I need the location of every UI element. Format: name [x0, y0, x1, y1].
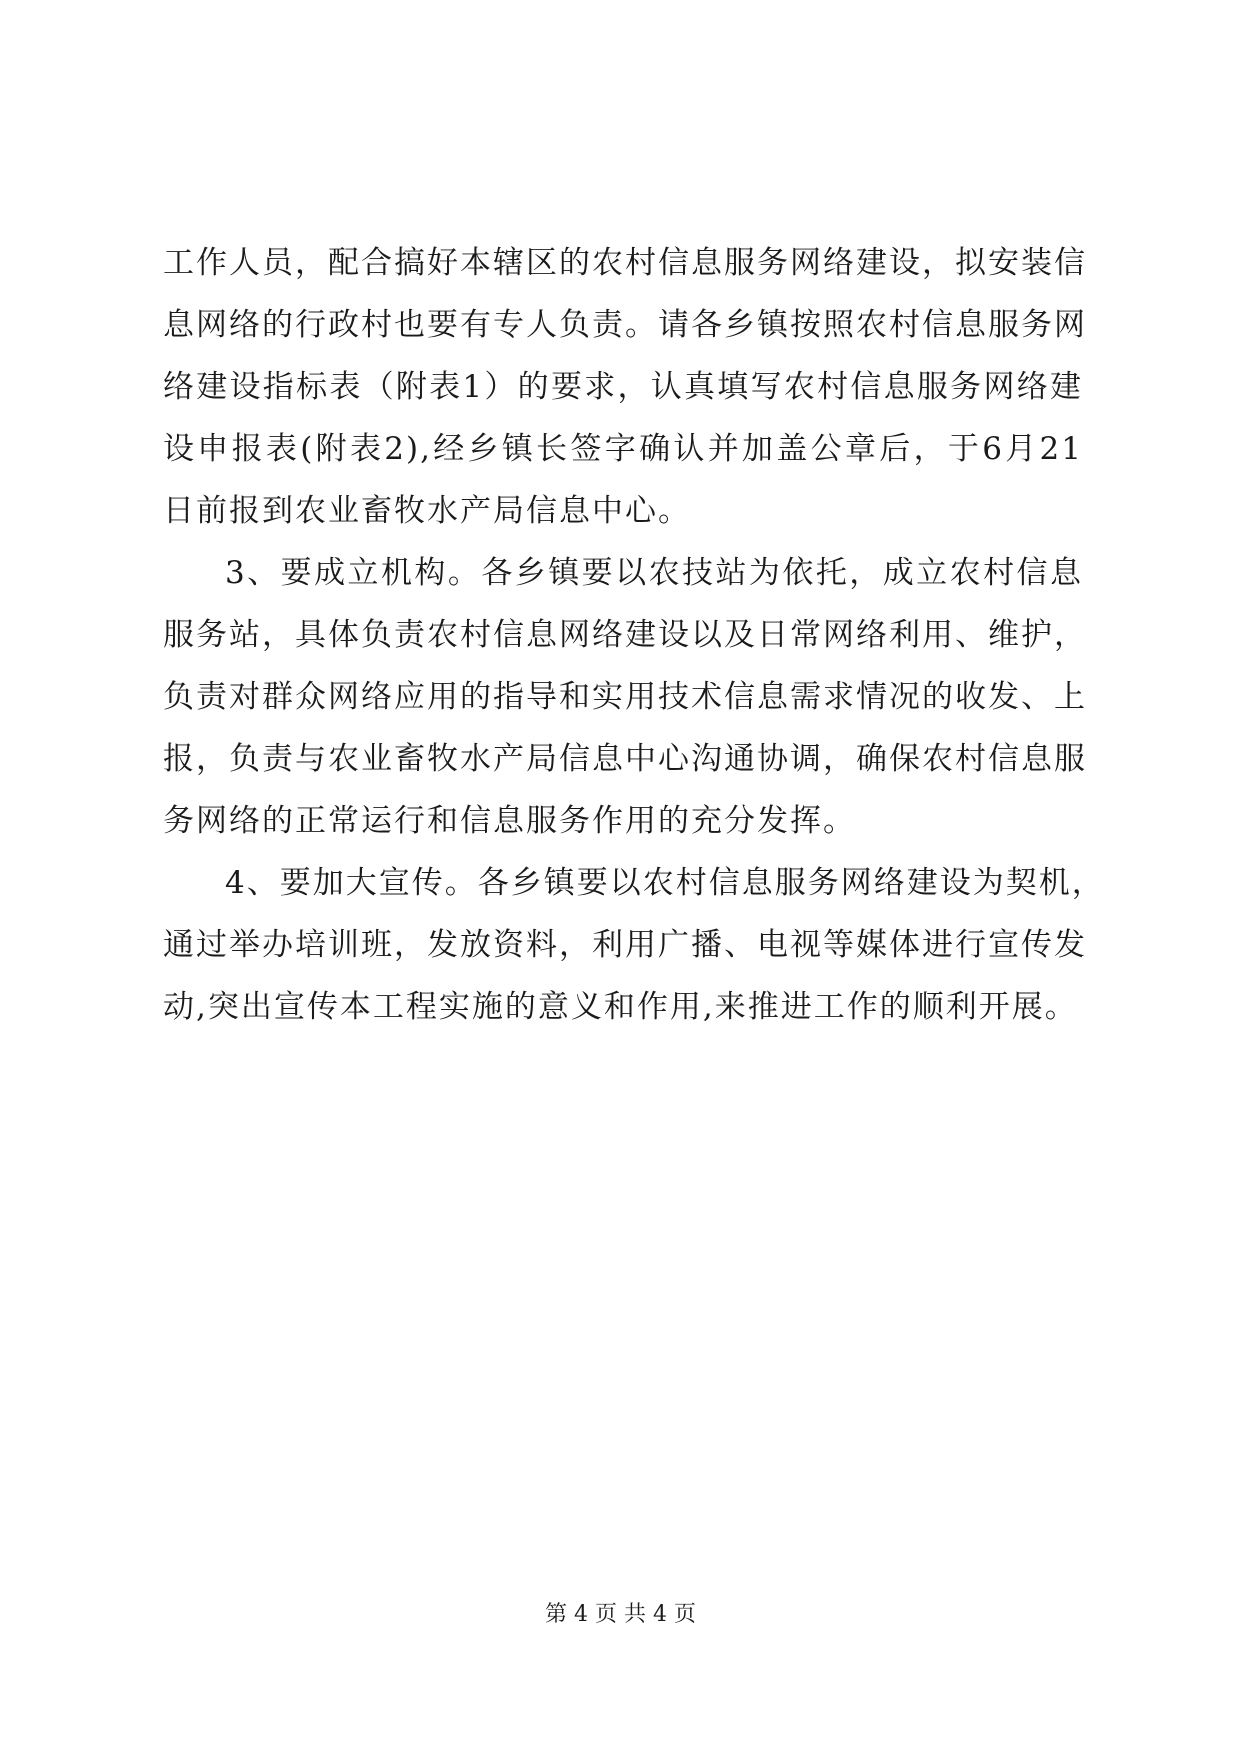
text-line: 服务站，具体负责农村信息网络建设以及日常网络利用、维护，: [163, 617, 1087, 653]
text-line: 通过举办培训班，发放资料，利用广播、电视等媒体进行宣传发: [163, 927, 1087, 963]
paragraph-publicity: [163, 852, 1105, 1038]
paragraph-establish-organization: [163, 542, 1087, 852]
text-line: 设申报表(附表2),经乡镇长签字确认并加盖公章后，于6月21: [163, 431, 1083, 467]
text-line: 日前报到农业畜牧水产局信息中心。: [163, 493, 691, 529]
text-line: 务网络的正常运行和信息服务作用的充分发挥。: [163, 803, 856, 839]
text-line: 报，负责与农业畜牧水产局信息中心沟通协调，确保农村信息服: [163, 741, 1087, 777]
document-body: [163, 232, 1105, 1038]
paragraph-continuation: [163, 232, 1087, 542]
text-line: 动,突出宣传本工程实施的意义和作用,来推进工作的顺利开展。: [163, 989, 1078, 1025]
text-line: 络建设指标表（附表1）的要求，认真填写农村信息服务网络建: [163, 369, 1083, 405]
page-number-footer: 第 4 页 共 4 页: [545, 1602, 696, 1627]
text-line: 工作人员，配合搞好本辖区的农村信息服务网络建设，拟安装信: [163, 245, 1087, 281]
text-line: 负责对群众网络应用的指导和实用技术信息需求情况的收发、上: [163, 679, 1087, 715]
text-line: 3、要成立机构。各乡镇要以农技站为依托，成立农村信息: [225, 555, 1083, 591]
text-line: 息网络的行政村也要有专人负责。请各乡镇按照农村信息服务网: [163, 307, 1087, 343]
text-line: 4、要加大宣传。各乡镇要以农村信息服务网络建设为契机，: [225, 865, 1105, 901]
